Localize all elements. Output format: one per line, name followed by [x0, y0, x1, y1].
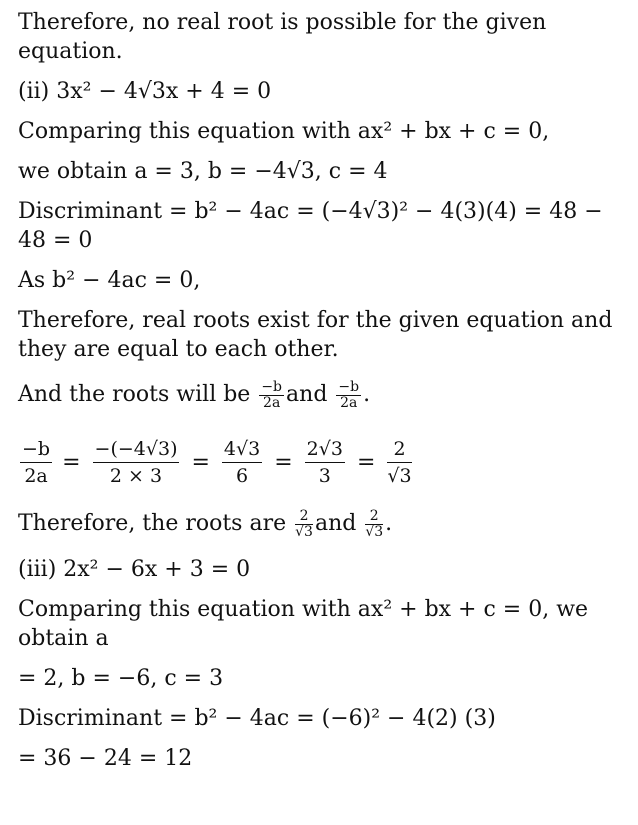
fraction-denominator: 6 [236, 464, 249, 487]
equals-sign: = [191, 449, 210, 475]
fraction-2-over-root3-second [365, 509, 383, 540]
text-line-disc-value-iii: = 36 − 24 = 12 [18, 746, 193, 771]
fraction-numerator: 2√3 [305, 436, 345, 463]
equals-sign: = [274, 449, 293, 475]
fraction-numerator: 2 [365, 509, 383, 525]
fraction-neg-b-over-2a-first [259, 380, 284, 411]
fraction-2-over-root3 [387, 436, 411, 489]
and-label: and [314, 511, 357, 536]
text-line-roots-will-be [18, 375, 622, 415]
text-line-coefficients-ii: we obtain a = 3, b = −4√3, c = 4 [18, 159, 388, 184]
fraction-numerator: 4√3 [222, 436, 262, 463]
text-line-discriminant-ii: Discriminant = b² − 4ac = (−4√3)² − 4(3)(4) = 48 − 48 = 0 [18, 199, 603, 253]
roots-are-label: Therefore, the roots are [18, 511, 287, 536]
fraction-numerator: 2 [387, 436, 411, 463]
fraction-neg-b-over-2a-second [336, 380, 361, 411]
fraction-4root3-over-6 [222, 436, 262, 489]
equals-sign: = [62, 449, 81, 475]
fraction-numerator: −b [20, 436, 52, 463]
and-label: and [286, 382, 328, 407]
text-line-no-real-root: Therefore, no real root is possible for the given equation. [18, 10, 547, 64]
fraction-numerator: −b [338, 378, 360, 395]
fraction-denominator: √3 [387, 464, 412, 487]
fraction-numerator: −b [261, 378, 283, 395]
text-line-comparing-ii: Comparing this equation with ax² + bx + c = 0, [18, 119, 550, 144]
equals-sign: = [356, 449, 376, 475]
fraction-denominator: 2a [24, 464, 48, 487]
fraction-denominator: √3 [295, 523, 313, 540]
text-line-part-iii-equation: (iii) 2x² − 6x + 3 = 0 [18, 557, 251, 582]
fraction-2-over-root3-first [295, 509, 313, 540]
roots-will-be-label: And the roots will be [18, 382, 251, 407]
period: . [363, 382, 371, 407]
document-body [18, 8, 622, 784]
text-line-part-ii-equation: (ii) 3x² − 4√3x + 4 = 0 [18, 79, 272, 104]
fraction-2root3-over-3 [305, 436, 345, 489]
fraction-numerator: −(−4√3) [93, 436, 180, 463]
text-line-roots-are [18, 504, 622, 544]
fraction-denominator: √3 [365, 523, 384, 540]
fraction-substituted [93, 436, 180, 489]
text-line-disc-zero: As b² − 4ac = 0, [18, 268, 201, 293]
fraction-denominator: 2 × 3 [109, 464, 163, 487]
fraction-neg-b-over-2a [20, 436, 52, 489]
text-line-equal-roots: Therefore, real roots exist for the given equation and they are equal to each other. [18, 308, 613, 362]
fraction-denominator: 2a [263, 394, 281, 411]
fraction-denominator: 3 [318, 464, 331, 487]
text-line-coefficients-iii: = 2, b = −6, c = 3 [18, 666, 224, 691]
fraction-denominator: 2a [340, 394, 358, 411]
text-line-comparing-iii: Comparing this equation with ax² + bx + c = 0, we obtain a [18, 597, 589, 651]
text-line-discriminant-iii: Discriminant = b² − 4ac = (−6)² − 4(2) (3) [18, 706, 496, 731]
period: . [385, 511, 393, 536]
equation-chain-roots [18, 426, 622, 498]
fraction-numerator: 2 [295, 509, 313, 525]
